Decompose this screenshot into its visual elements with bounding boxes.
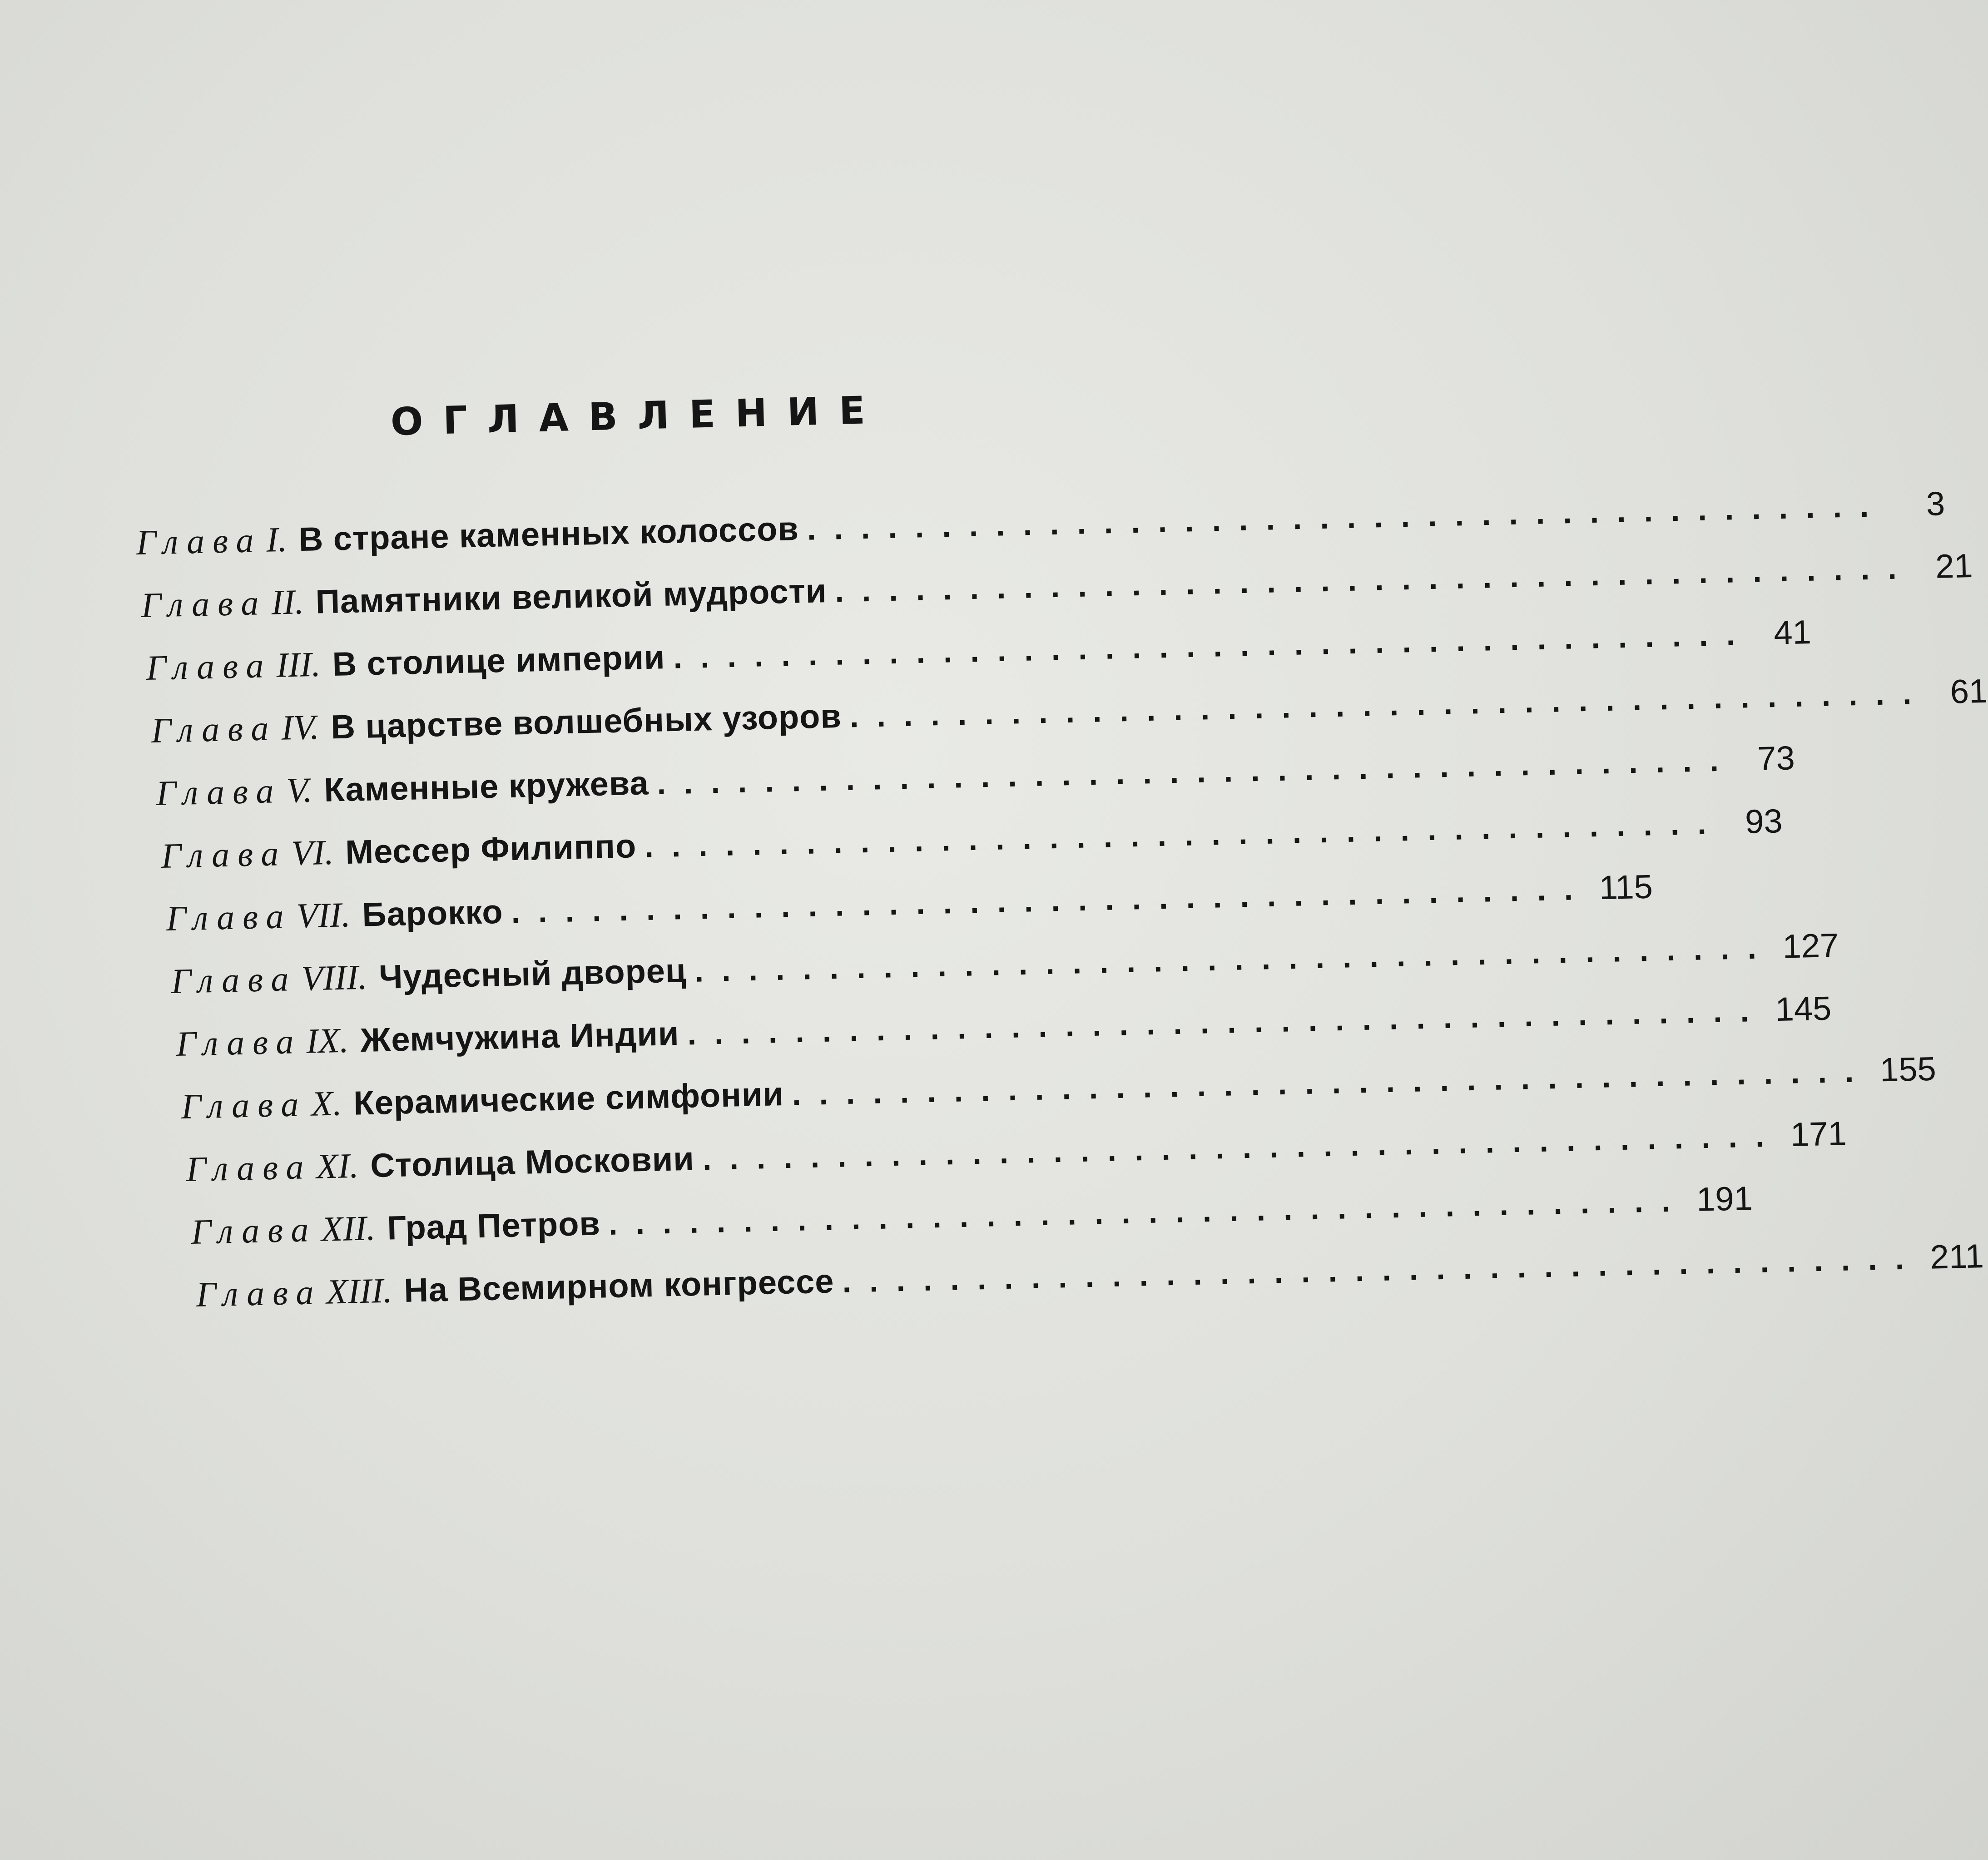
chapter-numeral: XIII. <box>326 1270 393 1311</box>
page-number: 155 <box>1879 1049 1937 1089</box>
dot-leader: ........................................ <box>702 1118 1783 1177</box>
page-number: 73 <box>1757 739 1795 778</box>
chapter-label: Глава <box>170 958 297 1001</box>
page-title: ОГЛАВЛЕНИЕ <box>390 387 886 444</box>
chapter-numeral: XI. <box>316 1145 359 1186</box>
chapter-title: В царстве волшебных узоров <box>330 697 842 746</box>
dot-leader: ........................................ <box>673 616 1754 675</box>
dot-leader: ........................................ <box>694 929 1775 989</box>
chapter-label: Глава <box>140 582 268 625</box>
page-number: 171 <box>1790 1114 1847 1153</box>
toc-entry <box>190 1179 1753 1257</box>
chapter-numeral: V. <box>286 770 313 810</box>
page-number: 93 <box>1745 802 1783 841</box>
dot-leader: ........................................ <box>791 1053 1873 1112</box>
chapter-numeral: X. <box>311 1083 342 1123</box>
dot-leader: ........................................ <box>849 675 1930 734</box>
chapter-label: Глава <box>180 1083 307 1126</box>
page-number: 127 <box>1782 926 1839 965</box>
chapter-title: Чудесный дворец <box>378 951 687 996</box>
chapter-title: Керамические симфонии <box>353 1075 784 1122</box>
page-number: 21 <box>1935 547 1973 585</box>
dot-leader: ........................................ <box>656 742 1737 801</box>
chapter-numeral: II. <box>271 582 304 622</box>
toc-entry <box>135 485 1946 568</box>
toc-entry <box>145 613 1812 693</box>
toc-entry <box>175 989 1832 1069</box>
toc-entry <box>155 739 1795 818</box>
toc-entry <box>195 1237 1984 1320</box>
page-number: 191 <box>1696 1179 1753 1218</box>
chapter-title: В столице империи <box>332 638 666 683</box>
chapter-title: Памятники великой мудрости <box>315 572 828 621</box>
chapter-numeral: VIII. <box>301 957 368 998</box>
chapter-title: Жемчужина Индии <box>360 1014 680 1059</box>
dot-leader: ........................................ <box>608 1182 1689 1242</box>
toc-entry <box>150 672 1988 756</box>
toc-entry <box>140 547 1973 630</box>
dot-leader: ........................................ <box>511 871 1591 930</box>
chapter-title: Столица Московии <box>370 1139 695 1185</box>
page-number: 115 <box>1598 867 1653 907</box>
chapter-numeral: XII. <box>321 1208 376 1249</box>
dot-leader: ........................................ <box>687 992 1768 1052</box>
chapter-label: Глава <box>195 1271 322 1314</box>
chapter-numeral: I. <box>266 519 288 559</box>
chapter-numeral: III. <box>276 644 321 685</box>
toc-entry <box>180 1049 1937 1132</box>
dot-leader: ........................................ <box>834 549 1915 609</box>
page-number: 3 <box>1926 485 1946 523</box>
chapter-title: В стране каменных колоссов <box>298 510 799 559</box>
toc-entry <box>165 867 1653 944</box>
chapter-label: Глава <box>155 770 283 813</box>
chapter-title: Мессер Филиппо <box>345 827 637 871</box>
toc-entry <box>160 802 1783 881</box>
chapter-label: Глава <box>185 1146 312 1189</box>
page-number: 61 <box>1949 672 1988 711</box>
chapter-numeral: IV. <box>281 707 320 747</box>
chapter-label: Глава <box>150 707 278 750</box>
dot-leader: ........................................ <box>842 1240 1923 1299</box>
page-number: 145 <box>1775 989 1832 1029</box>
toc-entry <box>170 926 1839 1006</box>
dot-leader: ........................................ <box>806 487 1888 547</box>
page-number: 41 <box>1773 613 1812 652</box>
chapter-label: Глава <box>190 1209 317 1252</box>
toc-entry <box>185 1114 1847 1194</box>
chapter-title: Каменные кружева <box>323 764 649 809</box>
chapter-label: Глава <box>135 519 263 562</box>
chapter-numeral: VI. <box>291 832 334 873</box>
chapter-numeral: IX. <box>306 1020 349 1061</box>
dot-leader: ........................................ <box>644 805 1725 864</box>
chapter-title: Град Петров <box>387 1204 601 1247</box>
chapter-numeral: VII. <box>296 895 351 935</box>
chapter-title: На Всемирном конгрессе <box>403 1262 835 1310</box>
chapter-title: Барокко <box>362 892 504 934</box>
page-number: 211 <box>1929 1237 1984 1276</box>
chapter-label: Глава <box>165 895 292 938</box>
chapter-label: Глава <box>175 1021 302 1064</box>
chapter-label: Глава <box>160 833 288 876</box>
chapter-label: Глава <box>145 645 273 688</box>
